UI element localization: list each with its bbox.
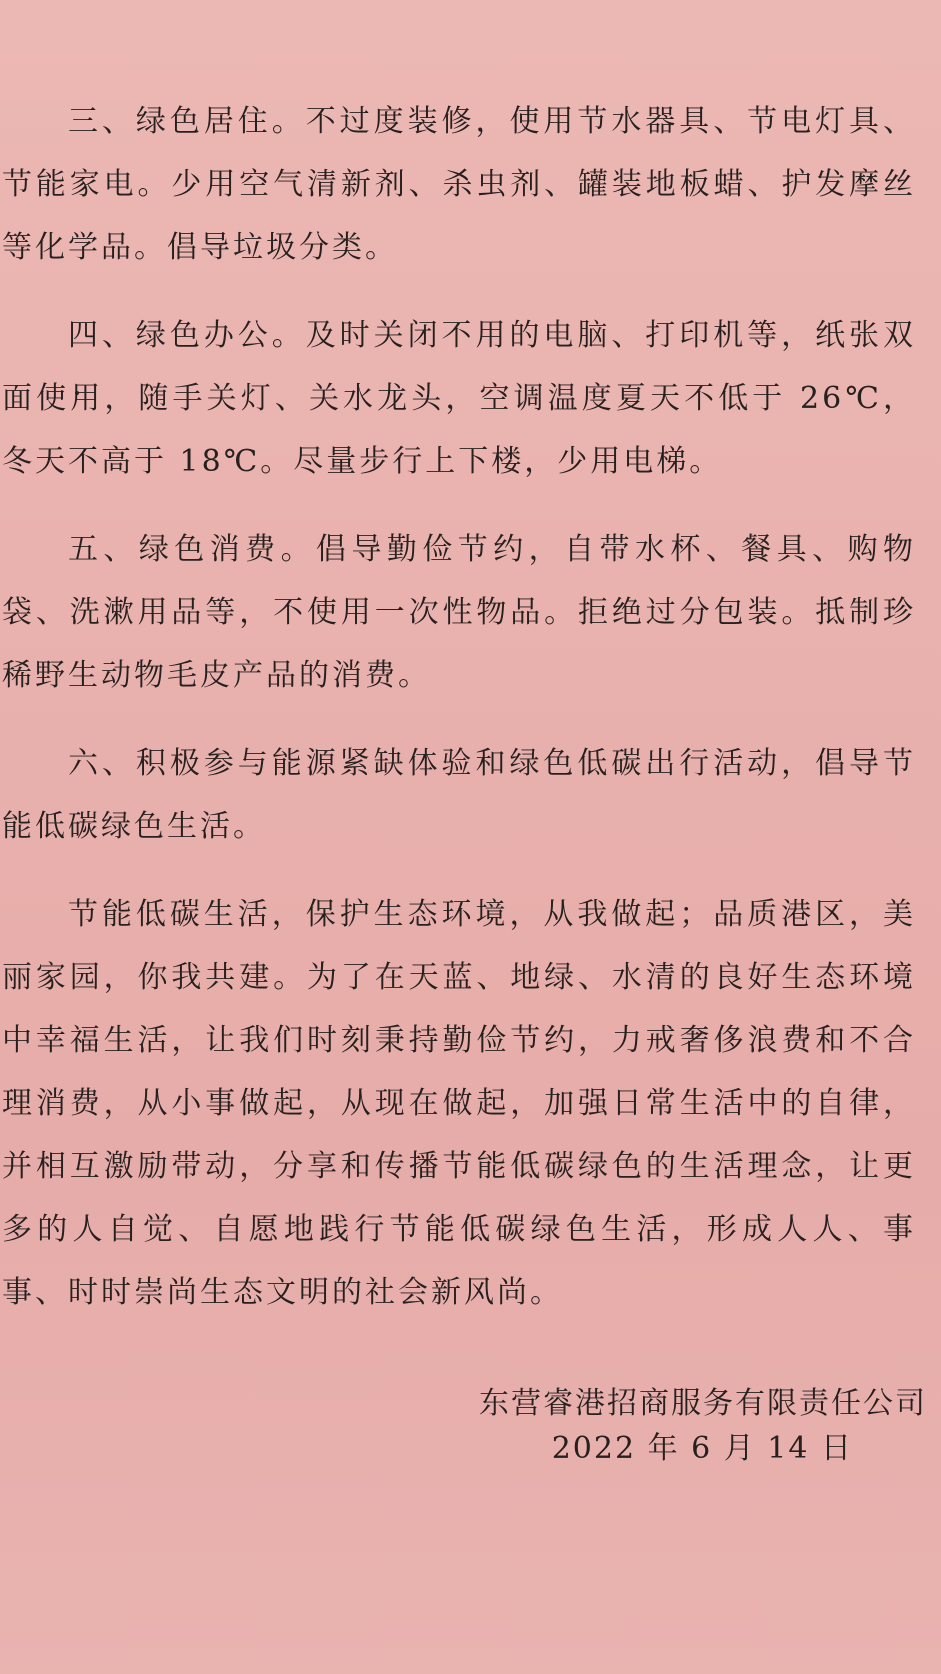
issuer-signature: 东营睿港招商服务有限责任公司: [479, 1386, 927, 1421]
paragraph-6-low-carbon-activities: 六、积极参与能源紧缺体验和绿色低碳出行活动，倡导节能低碳绿色生活。: [2, 746, 916, 844]
paragraph-5-green-consumption: 五、绿色消费。倡导勤俭节约，自带水杯、餐具、购物袋、洗漱用品等，不使用一次性物品。拒绝过分包装。抵制珍稀野生动物毛皮产品的消费。: [2, 532, 916, 693]
paragraph-3-green-living: 三、绿色居住。不过度装修，使用节水器具、节电灯具、节能家电。少用空气清新剂、杀虫剂、罐装地板蜡、护发摩丝等化学品。倡导垃圾分类。: [2, 104, 916, 265]
paragraph-closing-appeal: 节能低碳生活，保护生态环境，从我做起；品质港区，美丽家园，你我共建。为了在天蓝、地绿、水清的良好生态环境中幸福生活，让我们时刻秉持勤俭节约，力戒奢侈浪费和不合理消费，从小事做起，从现在做起，加强日常生活中的自律，并相互激励带动，分享和传播节能低碳绿色的生活理念，让更多的人自觉、自愿地践行节能低碳绿色生活，形成人人、事事、时时崇尚生态文明的社会新风尚。: [2, 897, 916, 1310]
document-body: [0, 90, 920, 1349]
paragraph-4-green-office: 四、绿色办公。及时关闭不用的电脑、打印机等，纸张双面使用，随手关灯、关水龙头，空调温度夏天不低于 26℃，冬天不高于 18℃。尽量步行上下楼，少用电梯。: [2, 318, 916, 479]
issue-date: 2022 年 6 月 14 日: [551, 1431, 853, 1466]
